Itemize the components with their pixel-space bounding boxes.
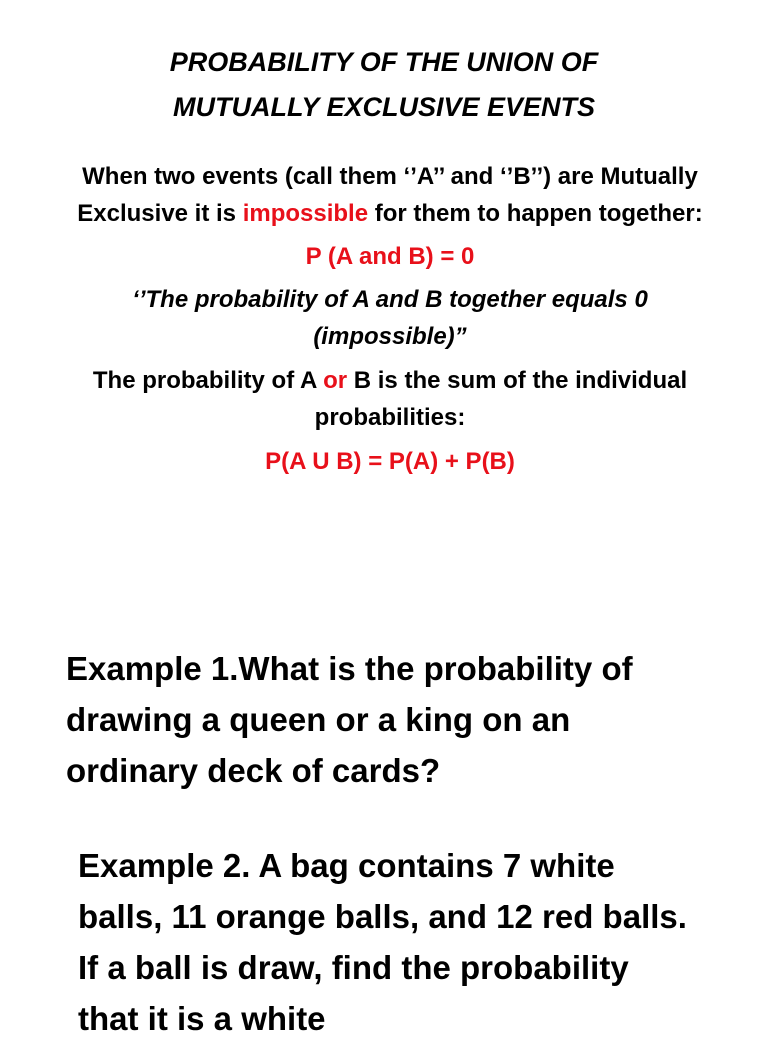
definition-text-start: When two events (call them ‘’A’’ and ‘’B’’) are Mutually Exclusive it is	[77, 163, 698, 227]
equation-and: P (A and B) = 0	[305, 243, 475, 270]
definition-highlight: impossible	[242, 200, 369, 227]
or-highlight: or	[323, 367, 348, 394]
definition-paragraph	[70, 158, 710, 232]
or-sentence-end: B is the sum of the individual probabilities:	[314, 367, 688, 431]
equation-union: P(A U B) = P(A) + P(B)	[265, 448, 515, 475]
slide-title	[0, 40, 768, 130]
quote-text: ‘’The probability of A and B together equals 0 (impossible)”	[132, 286, 648, 350]
title-line-1: PROBABILITY OF THE UNION OF	[169, 47, 599, 77]
slide-body	[70, 158, 710, 480]
or-sentence-start: The probability of A	[92, 367, 324, 394]
or-sentence	[70, 362, 710, 436]
definition-text-end: for them to happen together:	[368, 200, 703, 227]
example-1-text: Example 1.What is the probability of drawing a queen or a king on an ordinary deck of cards?	[66, 650, 633, 789]
title-line-2: MUTUALLY EXCLUSIVE EVENTS	[172, 92, 596, 122]
example-2-text: Example 2. A bag contains 7 white balls, 11 orange balls, and 12 red balls. If a ball is draw, find the probability that it is a white	[78, 847, 687, 1037]
